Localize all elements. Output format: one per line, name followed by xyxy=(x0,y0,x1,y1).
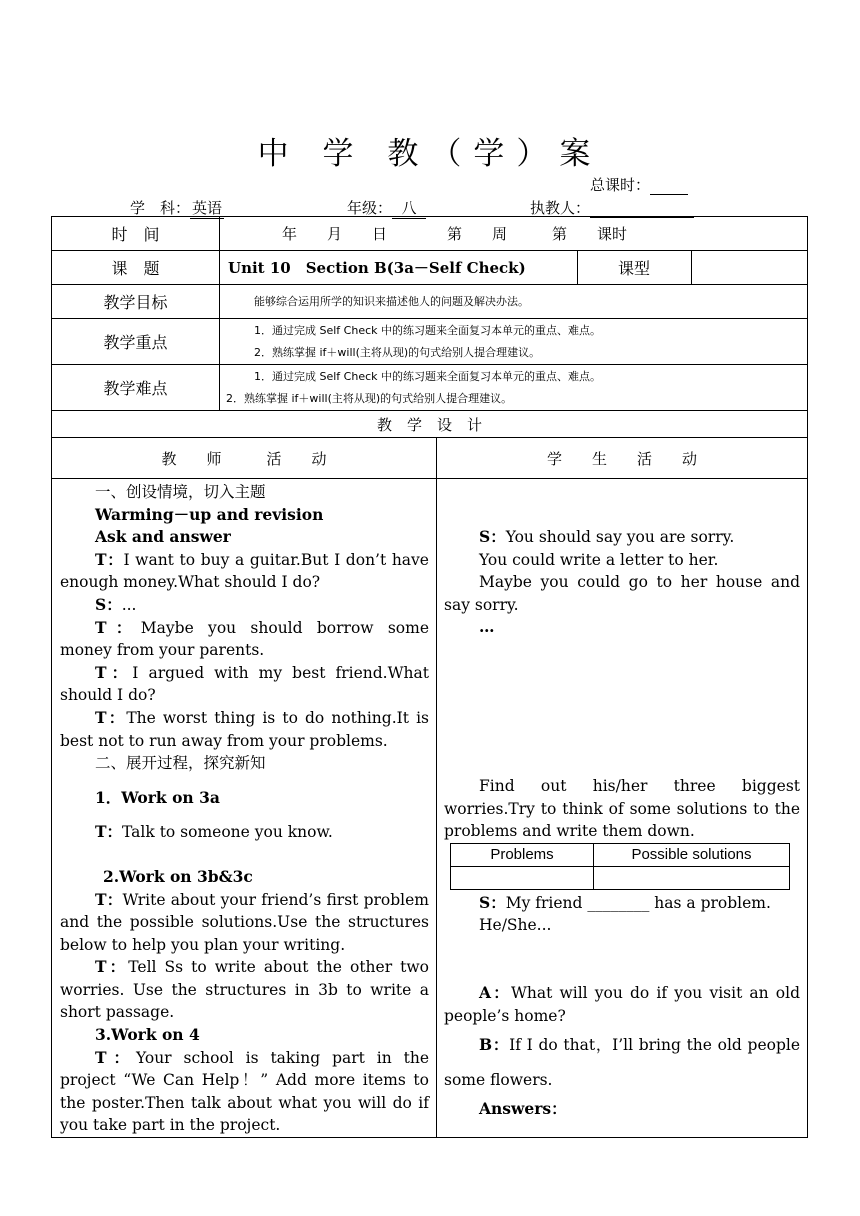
s-label: S： xyxy=(479,527,506,546)
b-answer: If I do that，I’ll bring the old people some flowers. xyxy=(444,1036,801,1090)
type-value xyxy=(692,251,808,285)
warmup-heading: Warming－up and revision xyxy=(95,504,324,524)
teacher-activity-header: 教 师 活 动 xyxy=(52,438,437,479)
answers-label: Answers： xyxy=(479,1099,567,1119)
goal-label: 教学目标 xyxy=(52,285,220,319)
t-label: T： xyxy=(95,889,123,909)
section1-heading: 一、创设情境，切入主题 xyxy=(95,483,266,501)
teacher xyxy=(530,197,694,218)
diff-point-2: 2．熟练掌握 if＋will(主将从现)的句式给别人提合理建议。 xyxy=(226,391,513,405)
key-point-1: 1．通过完成 Self Check 中的练习题来全面复习本单元的重点、难点。 xyxy=(254,323,602,337)
work2-text-1: Write about your friend’s first problem and the possible solutions.Use the structures below to help you plan your writing. xyxy=(60,890,429,954)
total-hours xyxy=(590,174,688,195)
subject-value: 英语 xyxy=(192,199,223,217)
time-label: 时 间 xyxy=(52,217,220,251)
a1-text: Maybe you should borrow some money from your parents. xyxy=(60,618,429,660)
page-title: 中 学 教（学）案 xyxy=(257,136,603,172)
find-worries-text: Find out his/her three biggest worries.Try to think of some solutions to the problems and write them down. xyxy=(444,776,801,841)
a-label: A： xyxy=(479,982,511,1002)
topic-label: 课 题 xyxy=(52,251,220,285)
total-hours-blank xyxy=(650,176,688,195)
dialogue-s xyxy=(60,594,429,617)
friend-problem xyxy=(444,892,800,915)
work3-instruction xyxy=(60,1047,429,1137)
q1-text: I want to buy a guitar.But I don’t have enough money.What should I do? xyxy=(60,550,429,592)
topic-value: Unit 10 Section B(3a－Self Check) xyxy=(220,251,578,285)
diff-point-1: 1．通过完成 Self Check 中的练习题来全面复习本单元的重点、难点。 xyxy=(254,369,602,383)
grade-label: 年级： xyxy=(347,199,393,217)
section2-heading: 二、展开过程，探究新知 xyxy=(95,754,266,773)
heshe-text: He/She... xyxy=(479,916,552,935)
student-activity-header: 学 生 活 动 xyxy=(437,438,808,479)
t-label: T： xyxy=(95,707,127,727)
key-label: 教学重点 xyxy=(52,319,220,365)
t-label: T： xyxy=(95,662,133,682)
dialogue-a2 xyxy=(60,707,429,752)
t-label: T： xyxy=(95,957,129,977)
dialogue-a1 xyxy=(60,617,429,662)
dialogue-b xyxy=(444,1027,800,1098)
work1-text: Talk to someone you know. xyxy=(122,823,333,842)
type-label: 课型 xyxy=(578,251,692,285)
dialogue-a xyxy=(444,982,800,1027)
student-reply-ellipsis: … xyxy=(479,617,495,637)
t-label: T： xyxy=(95,617,141,637)
work2-instruction-1 xyxy=(60,889,429,957)
ask-heading: Ask and answer xyxy=(95,527,231,547)
s-label: S： xyxy=(479,892,506,912)
time-value: 年 月 日 第 周 第 课时 xyxy=(220,217,808,251)
problems-cell xyxy=(451,866,594,889)
problems-header: Problems xyxy=(451,843,594,866)
work2-instruction-2 xyxy=(60,956,429,1024)
goal-value: 能够综合运用所学的知识来描述他人的问题及解决办法。 xyxy=(220,285,808,319)
s-label: S： xyxy=(95,594,122,614)
t-label: T： xyxy=(95,1047,136,1067)
student-reply-1 xyxy=(444,526,800,549)
total-hours-label: 总课时： xyxy=(590,176,651,194)
student-reply-2: You could write a letter to her. xyxy=(479,550,719,569)
key-point-2: 2．熟练掌握 if＋will(主将从现)的句式给别人提合理建议。 xyxy=(254,345,541,359)
dialogue-q1 xyxy=(60,549,429,594)
work3-text: Your school is taking part in the project “We Can Help！” Add more items to the poster.Then talk about what you will do if you take part in the project. xyxy=(60,1048,429,1135)
teacher-activity-cell xyxy=(52,479,437,1138)
subject-label: 学 科： xyxy=(130,199,191,217)
solutions-header: Possible solutions xyxy=(594,843,790,866)
work2-heading: 2.Work on 3b&3c xyxy=(103,866,253,886)
design-label: 教 学 设 计 xyxy=(52,411,808,438)
solutions-cell xyxy=(594,866,790,889)
diff-label: 教学难点 xyxy=(52,365,220,411)
work1-instruction xyxy=(60,821,429,844)
a-question: What will you do if you visit an old people’s home? xyxy=(444,983,801,1025)
work3-heading: 3.Work on 4 xyxy=(95,1025,200,1045)
reply-1-text: You should say you are sorry. xyxy=(505,528,735,546)
lesson-plan-table xyxy=(51,216,808,1138)
a2-text: The worst thing is to do nothing.It is best not to run away from your problems. xyxy=(60,708,429,750)
t-label: T： xyxy=(95,549,124,569)
t-label: T： xyxy=(95,822,123,842)
work1-heading: 1．Work on 3a xyxy=(95,787,220,807)
s-dots: ... xyxy=(121,595,137,614)
key-points xyxy=(220,319,808,365)
q2-text: I argued with my best friend.What should I do? xyxy=(60,663,429,705)
student-reply-3: Maybe you could go to her house and say sorry. xyxy=(444,573,801,614)
problems-table xyxy=(450,843,790,890)
diff-points xyxy=(220,365,808,411)
work2-text-2: Tell Ss to write about the other two worries. Use the structures in 3b to write a short passage. xyxy=(60,958,429,1022)
student-activity-cell xyxy=(437,479,808,1138)
b-label: B： xyxy=(479,1035,510,1055)
friend-text: My friend ________ has a problem. xyxy=(505,893,771,912)
dialogue-q2 xyxy=(60,662,429,707)
teacher-label: 执教人： xyxy=(530,199,591,217)
grade-value: 八 xyxy=(392,197,426,219)
